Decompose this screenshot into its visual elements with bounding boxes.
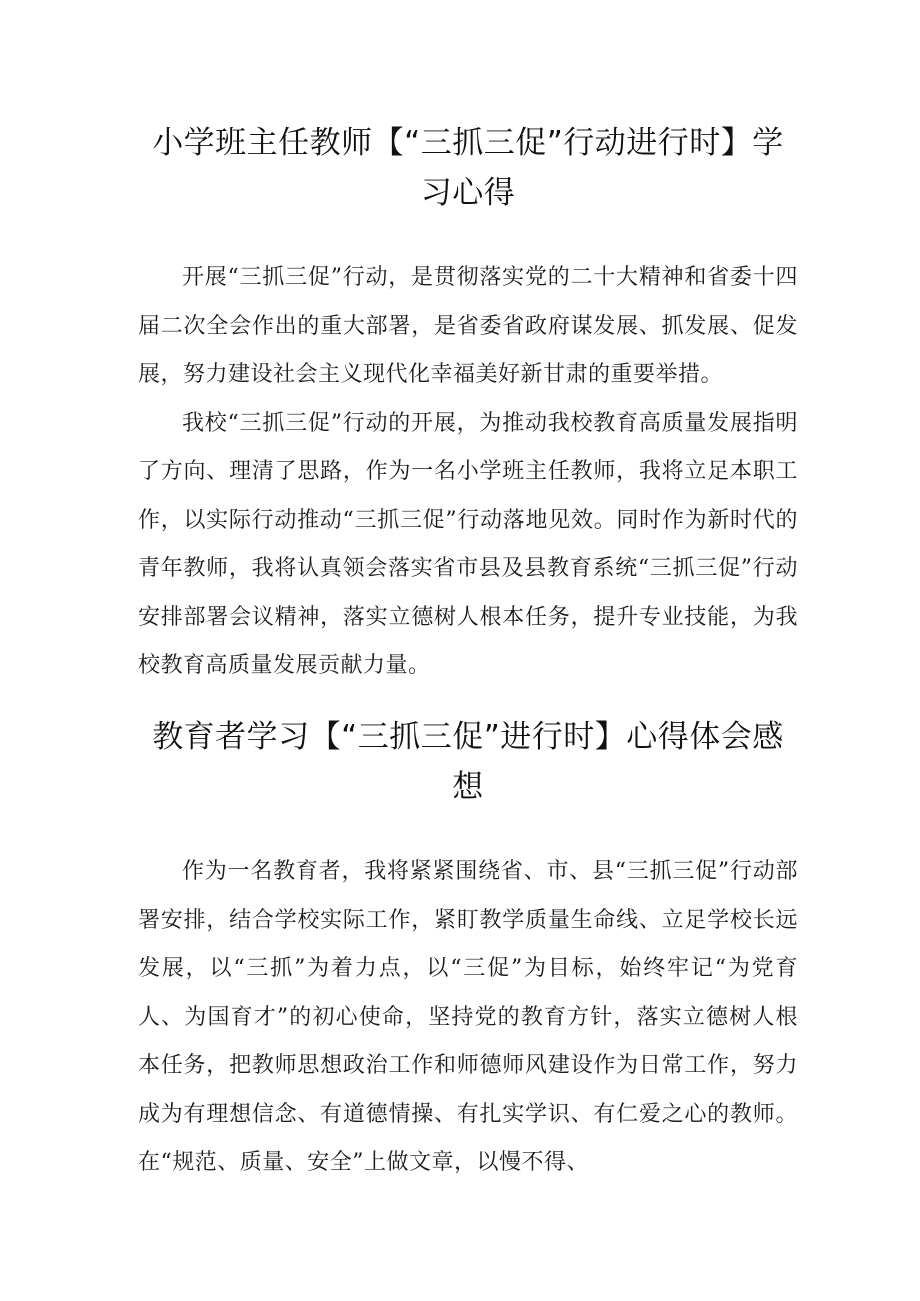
article-title-2: 教育者学习【“三抓三促”进行时】心得体会感想 [152, 719, 784, 805]
article-paragraph: 开展“三抓三促”行动，是贯彻落实党的二十大精神和省委十四届二次全会作出的重大部署，是省委省政府谋发展、抓发展、促发展，努力建设社会主义现代化幸福美好新甘肃的重要举措。 [138, 265, 798, 387]
article-section-2 [138, 712, 798, 1188]
article-title-1: 小学班主任教师【“三抓三促”行动进行时】学习心得 [152, 125, 784, 211]
article-section-1 [138, 118, 798, 691]
article-paragraph: 作为一名教育者，我将紧紧围绕省、市、县“三抓三促”行动部署安排，结合学校实际工作，紧盯教学质量生命线、立足学校长远发展，以“三抓”为着力点，以“三促”为目标，始终牢记“为党育人、为国育才”的初心使命，坚持党的教育方针，落实立德树人根本任务，把教师思想政治工作和师德师风建设作为日常工作，努力成为有理想信念、有道德情操、有扎实学识、有仁爱之心的教师。在“规范、质量、安全”上做文章，以慢不得、 [138, 859, 798, 1175]
article-paragraph: 我校“三抓三促”行动的开展，为推动我校教育高质量发展指明了方向、理清了思路，作为一名小学班主任教师，我将立足本职工作，以实际行动推动“三抓三促”行动落地见效。同时作为新时代的青年教师，我将认真领会落实省市县及县教育系统“三抓三促”行动安排部署会议精神，落实立德树人根本任务，提升专业技能，为我校教育高质量发展贡献力量。 [138, 410, 798, 678]
